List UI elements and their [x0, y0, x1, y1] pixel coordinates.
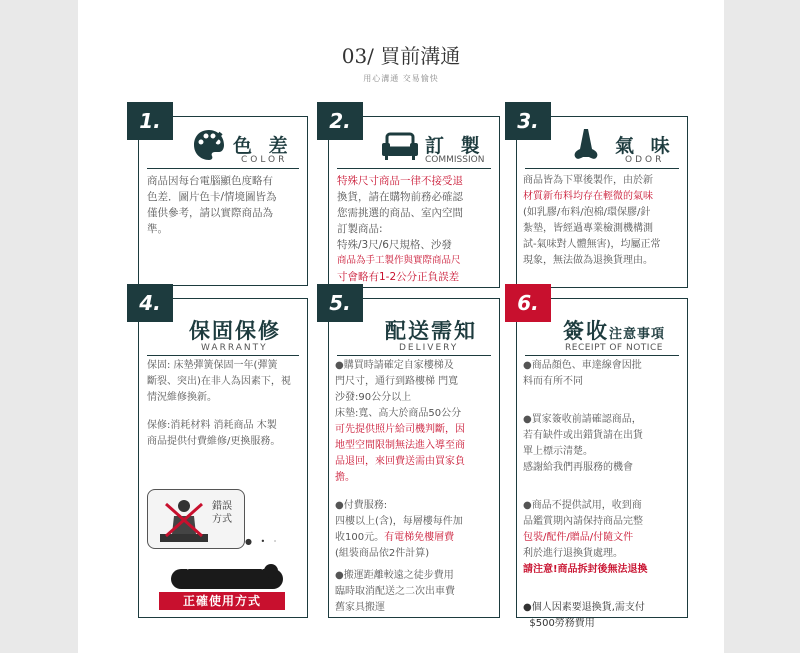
wrong-usage-box: [147, 489, 245, 549]
page-title: 03/ 買前溝通: [341, 44, 461, 68]
divider: [525, 355, 679, 356]
card-subtitle: COLOR: [241, 155, 288, 165]
divider: [337, 355, 491, 356]
card-number: 2.: [317, 102, 363, 140]
card-commission: [328, 109, 500, 288]
palette-icon: [191, 127, 227, 163]
dots: ● • ·: [245, 537, 280, 546]
correct-usage-label: 正確使用方式: [159, 592, 285, 610]
card-title: 保固保修: [189, 319, 281, 343]
card-subtitle: ODOR: [625, 155, 665, 165]
divider: [525, 168, 679, 169]
card-subtitle: RECEIPT OF NOTICE: [565, 343, 663, 353]
divider: [147, 355, 299, 356]
card-number: 1.: [127, 102, 173, 140]
card-number: 4.: [127, 284, 173, 322]
wrong-usage-figure-icon: [158, 496, 210, 544]
card-delivery: [328, 291, 500, 618]
card-body: 特殊尺寸商品一律不接受退 換貨，請在購物前務必確認 您需挑選的商品、室內空間 訂製商品: 特殊/3尺/6尺規格、沙發 商品為手工製作與實際商品尺 寸會略有1-2公分正負誤差: [337, 175, 463, 283]
card-body: 商品因每台電腦顯色度略有 色差．圖片色卡/情境圖皆為 僅供參考，請以實際商品為 準。: [147, 175, 277, 235]
card-number: 3.: [505, 102, 551, 140]
card-title: 色 差: [233, 135, 293, 157]
wrong-usage-label: 錯誤 方式: [212, 501, 232, 525]
sofa-icon: [381, 131, 419, 161]
card-body: ●商品顏色、車達線會因批 料而有所不同 ●買家簽收前請確認商品， 若有缺件或出錯貨請在出貨 單上標示清楚。 感謝給我們再服務的機會 ●商品不提供試用，收到商 品鑑賞期內請保持商品完整 包裝/配件/贈品/付隨文件 利於進行退換貨處理。 請注意!商品拆封後無法退換 ●個人因素要退換貨,需支付 $500勞務費用: [523, 360, 648, 629]
card-subtitle: COMMISSION: [425, 155, 485, 165]
card-title: 訂 製: [425, 135, 485, 157]
header: [78, 40, 724, 84]
card-subtitle: DELIVERY: [399, 343, 459, 353]
card-title: 氣 味: [615, 135, 675, 157]
page-subtitle: 用心溝通 交易愉快: [363, 74, 439, 83]
card-number: 6.: [505, 284, 551, 322]
card-color: [138, 109, 308, 286]
card-body: ●購買時請確定自家樓梯及 門尺寸，通行到路樓梯 門寬 沙發:90公分以上 床墊:寬、高大於商品50公分 可先提供照片給司機判斷，因 地型空間限制無法進入導至商 品退回，來回費送需由買家負 擔。 ●付費服務: 四樓以上(含)，每層樓每件加 收100元。有電梯免樓層費 (組裝商品依2件計算) ●搬運距離較遠之徒步費用 臨時取消配送之二次出車費 舊家具搬運: [335, 360, 465, 613]
card-body: 商品皆為下單後製作，由於新 材質新布料均存在輕微的氣味 (如乳膠/布料/泡棉/環保膠/針 紮墊，皆經過專業檢測機構測 試-氣味對人體無害)，均屬正常 現象，無法做為退換貨理由。: [523, 175, 661, 266]
card-receipt: [516, 291, 688, 629]
correct-usage-figure-icon: [167, 559, 287, 593]
divider: [337, 168, 491, 169]
card-subtitle: WARRANTY: [201, 343, 268, 353]
page: [78, 0, 724, 653]
nose-icon: [569, 127, 603, 163]
card-title: 配送需知: [385, 319, 477, 343]
card-number: 5.: [317, 284, 363, 322]
card-title: 簽收注意事項: [563, 319, 666, 343]
card-warranty: [138, 291, 308, 618]
card-odor: [516, 109, 688, 288]
card-body: 保固: 床墊彈簧保固一年(彈簧 斷裂、突出)在非人為因素下，視 情況維修換新。 保修:消耗材料 消耗商品 木製 商品提供付費維修/更換服務。: [147, 360, 291, 447]
divider: [147, 168, 299, 169]
